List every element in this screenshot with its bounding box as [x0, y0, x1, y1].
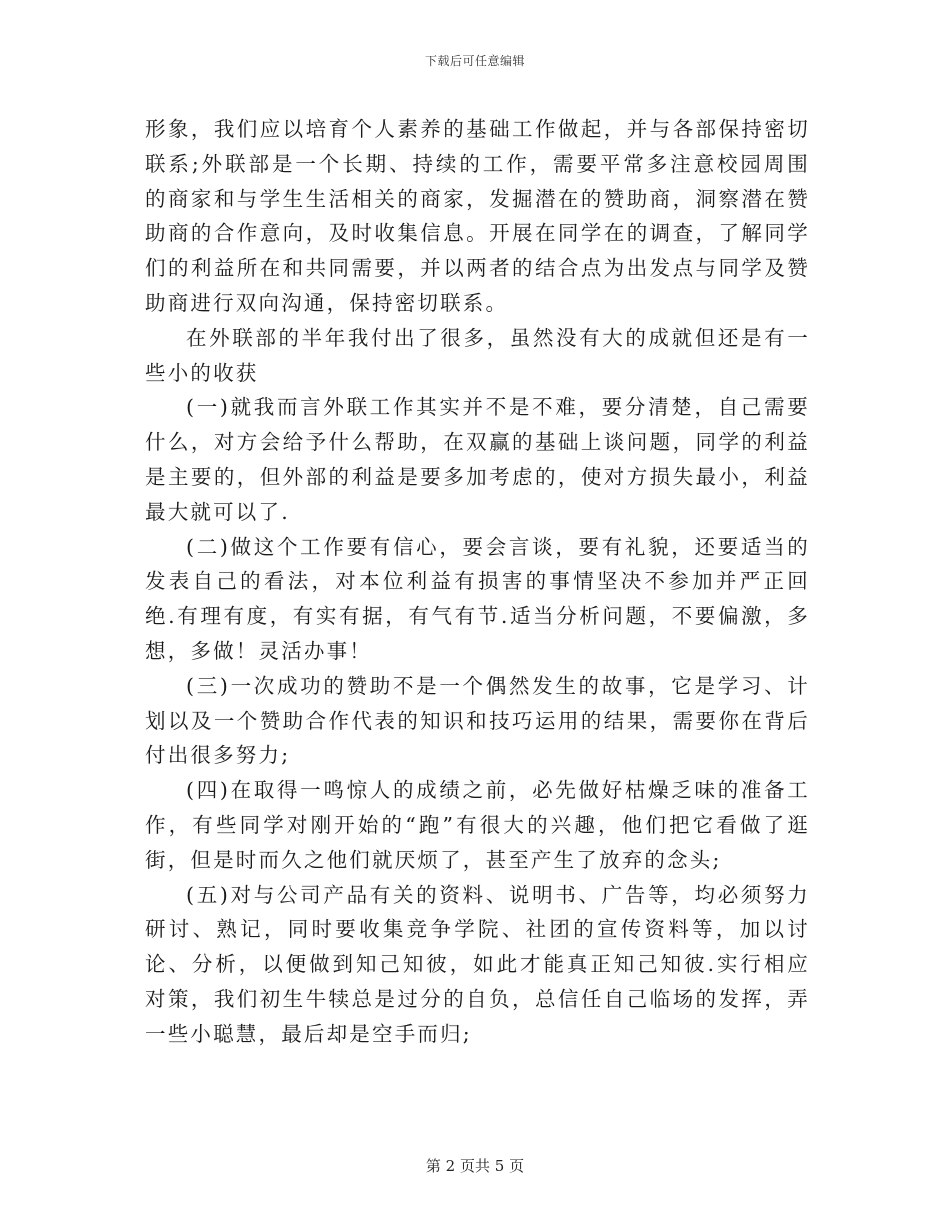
paragraph-continuation: 形象，我们应以培育个人素养的基础工作做起，并与各部保持密切联系;外联部是一个长期、持续的工作，需要平常多注意校园周围的商家和与学生生活相关的商家，发掘潜在的赞助商，洞察潜在赞助商的合作意向，及时收集信息。开展在同学在的调查，了解同学们的利益所在和共同需要，并以两者的结合点为出发点与同学及赞助商进行双向沟通，保持密切联系。: [145, 117, 810, 315]
paragraph-point-4: (四)在取得一鸣惊人的成绩之前，必先做好枯燥乏味的准备工作，有些同学对刚开始的“跑”有很大的兴趣，他们把它看做了逛街，但是时而久之他们就厌烦了，甚至产生了放弃的念头;: [145, 778, 810, 872]
page-header: 下载后可任意编辑: [424, 54, 525, 68]
document-body: [145, 112, 810, 1052]
page-number: 第 2 页共 5 页: [425, 1157, 525, 1175]
paragraph-point-3: (三)一次成功的赞助不是一个偶然发生的故事，它是学习、计划以及一个赞助合作代表的知识和技巧运用的结果，需要你在背后付出很多努力;: [145, 673, 810, 768]
paragraph-gains-intro: 在外联部的半年我付出了很多，虽然没有大的成就但还是有一些小的收获: [145, 325, 810, 385]
paragraph-point-1: (一)就我而言外联工作其实并不是不难，要分清楚，自己需要什么，对方会给予什么帮助，在双赢的基础上谈问题，同学的利益是主要的，但外部的利益是要多加考虑的，使对方损失最小，利益最大就可以了.: [145, 395, 810, 524]
paragraph-point-5: (五)对与公司产品有关的资料、说明书、广告等，均必须努力研讨、熟记，同时要收集竞争学院、社团的宣传资料等，加以讨论、分析，以便做到知己知彼，如此才能真正知己知彼.实行相应对策，我们初生牛犊总是过分的自负，总信任自己临场的发挥，弄一些小聪慧，最后却是空手而归;: [145, 882, 810, 1046]
paragraph-point-2: (二)做这个工作要有信心，要会言谈，要有礼貌，还要适当的发表自己的看法，对本位利益有损害的事情坚决不参加并严正回绝.有理有度，有实有据，有气有节.适当分析问题，不要偏激，多想，多做！灵活办事！: [145, 534, 810, 663]
